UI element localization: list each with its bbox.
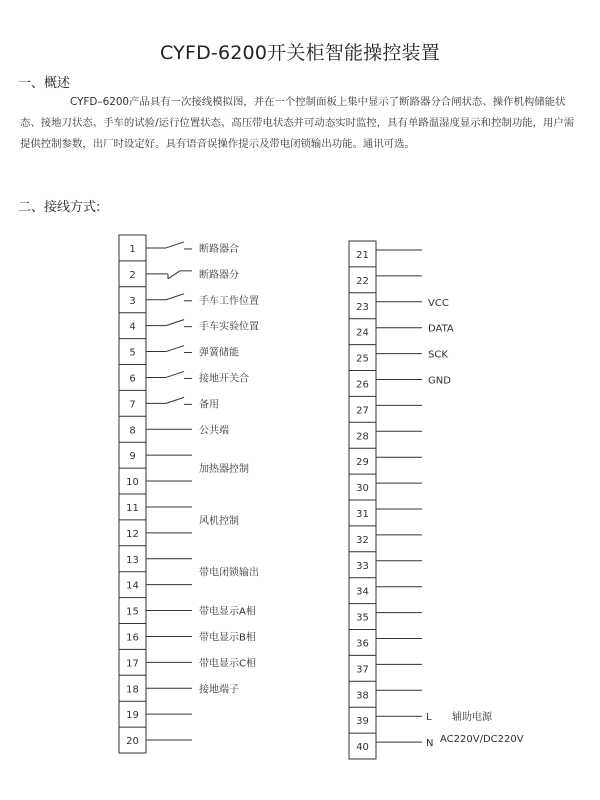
left-terminal-label: 弹簧储能 [199,347,239,359]
switch-contact-closed [146,271,192,279]
right-terminal-number: 38 [356,690,369,702]
right-terminal-label: DATA [428,323,454,335]
right-terminal-number: 34 [356,586,369,598]
left-terminal-number: 14 [126,580,139,592]
right-terminal-label: L [426,712,432,724]
right-terminal-number: 21 [356,249,369,261]
left-terminal-number: 15 [126,606,139,618]
right-terminal-number: 36 [356,638,369,650]
left-terminal-number: 18 [126,684,139,696]
left-terminal-number: 16 [126,632,139,644]
left-terminal-label: 带电显示C相 [199,658,256,670]
left-terminal-number: 5 [129,347,136,359]
left-terminal-number: 20 [126,736,139,748]
left-terminal-number: 2 [129,269,136,281]
right-terminal-number: 33 [356,560,369,572]
right-terminal-label: VCC [428,297,449,309]
switch-contact-open [146,397,192,404]
left-terminal-number: 10 [126,477,139,489]
right-terminal-number: 37 [356,664,369,676]
left-terminal-number: 17 [126,658,139,670]
left-terminal-label: 断路器分 [199,269,239,281]
left-terminal-label: 备用 [199,399,219,411]
left-terminal-label: 带电闭锁输出 [199,567,259,579]
right-terminal-number: 27 [356,405,369,417]
switch-contact-open [146,371,192,378]
right-terminal-number: 25 [356,353,369,365]
left-terminal-label: 公共端 [199,425,229,437]
left-terminal-label: 接地端子 [199,684,239,696]
left-terminal-number: 19 [126,710,139,722]
left-terminal-label: 加热器控制 [199,464,249,476]
right-terminal-number: 31 [356,508,369,520]
switch-contact-open [146,320,192,327]
right-terminal-label: SCK [428,349,448,361]
left-terminal-number: 9 [129,451,136,463]
aux-power-spec: AC220V/DC220V [440,734,524,746]
left-terminal-number: 13 [126,554,139,566]
left-terminal-label: 手车实验位置 [199,321,259,333]
right-terminal-block [349,241,524,759]
switch-contact-open [146,346,192,353]
right-terminal-number: 23 [356,301,369,313]
switch-contact-open [146,242,192,249]
section-overview-heading: 一、概述 [18,76,71,91]
right-terminal-label: N [426,738,434,750]
right-terminal-number: 28 [356,431,369,443]
section-overview-body: CYFD–6200产品具有一次接线模拟图，并在一个控制面板上集中显示了断路器分合闸状态、操作机构储能状态、接地刀状态、手车的试验/运行位置状态、高压带电状态并可动态实时监控，具有单路温湿度显示和控制功能，用户需提供控制参数，出厂时设定好。具有语音误操作提示及带电闭锁输出功能。通讯可选。 [20,96,575,150]
left-terminal-number: 4 [129,321,136,333]
section-wiring-heading: 二、接线方式: [18,200,101,215]
left-terminal-number: 12 [126,528,139,540]
right-terminal-label: GND [428,375,451,387]
left-terminal-number: 7 [129,399,136,411]
left-terminal-number: 8 [129,425,136,437]
left-terminal-label: 带电显示A相 [199,606,256,618]
left-terminal-number: 3 [129,295,136,307]
aux-power-label: 辅助电源 [452,712,492,724]
left-terminal-label: 断路器合 [199,243,239,255]
right-terminal-number: 24 [356,327,369,339]
right-terminal-number: 30 [356,483,369,495]
left-terminal-label: 接地开关合 [199,373,249,385]
left-terminal-number: 1 [129,243,136,255]
right-terminal-number: 39 [356,716,369,728]
right-terminal-number: 40 [356,742,369,754]
left-terminal-block [119,235,259,753]
left-terminal-number: 6 [129,373,136,385]
right-terminal-number: 29 [356,457,369,469]
switch-contact-open [146,294,192,301]
right-terminal-number: 22 [356,275,369,287]
left-terminal-number: 11 [126,502,139,514]
left-terminal-label: 带电显示B相 [199,632,256,644]
left-terminal-label: 风机控制 [199,515,239,527]
right-terminal-number: 35 [356,612,369,624]
left-terminal-label: 手车工作位置 [199,295,259,307]
right-terminal-number: 26 [356,379,369,391]
right-terminal-number: 32 [356,534,369,546]
document-title: CYFD-6200开关柜智能操控装置 [160,42,440,64]
